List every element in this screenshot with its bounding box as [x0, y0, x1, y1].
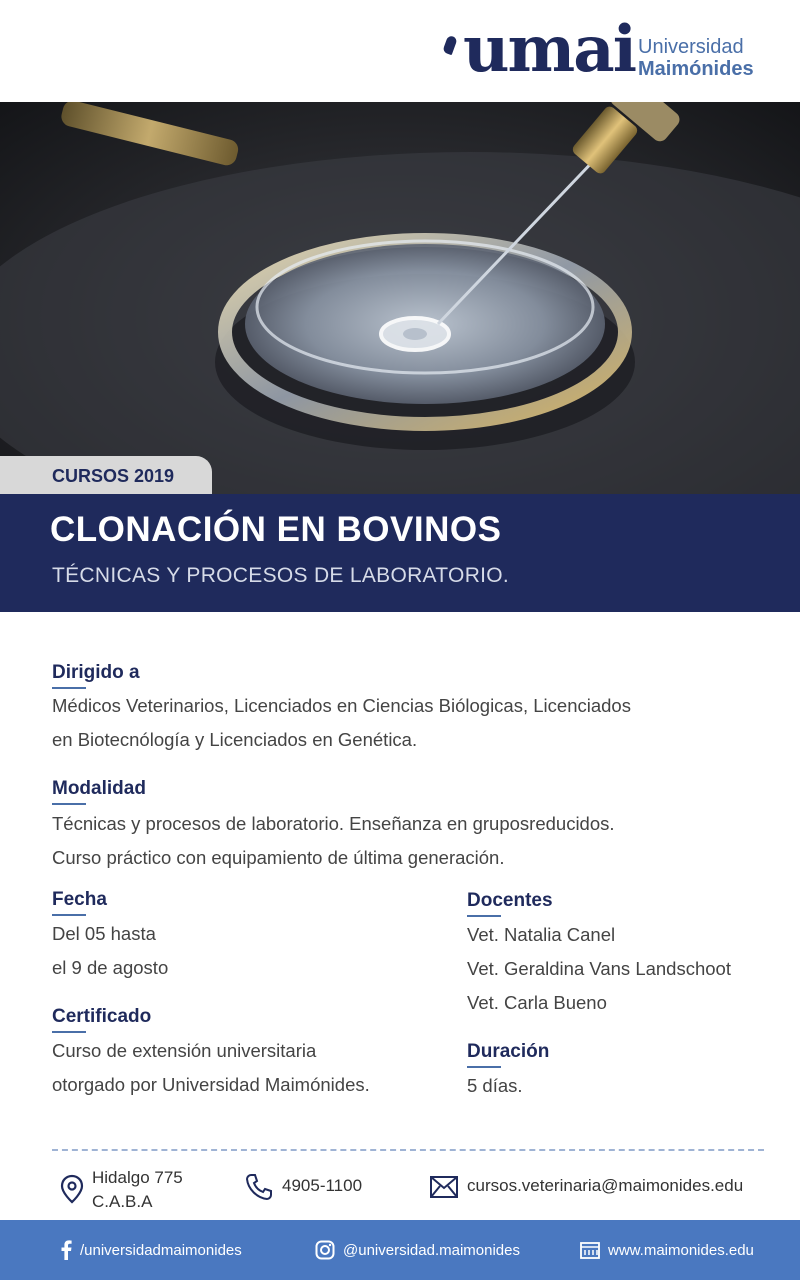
modalidad-heading: Modalidad — [52, 778, 146, 799]
duracion-heading: Duración — [467, 1041, 550, 1062]
title-banner — [0, 494, 800, 612]
email-block[interactable] — [429, 1172, 769, 1204]
dashed-divider — [52, 1149, 764, 1151]
petri-dish-illustration — [0, 102, 800, 494]
social-footer — [0, 1220, 800, 1280]
building-icon — [580, 1241, 600, 1259]
docente-3: Vet. Carla Bueno — [467, 992, 607, 1013]
course-subtitle: TÉCNICAS Y PROCESOS DE LABORATORIO. — [52, 564, 510, 587]
dirigido-line-2: en Biotecnólogía y Licenciados en Genética. — [52, 729, 418, 750]
certificado-line-1: Curso de extensión universitaria — [52, 1040, 317, 1061]
fecha-line-1: Del 05 hasta — [52, 923, 156, 944]
phone-icon — [244, 1172, 274, 1202]
address-line-2: C.A.B.A — [92, 1192, 153, 1211]
phone-block[interactable] — [244, 1172, 384, 1204]
docente-1: Vet. Natalia Canel — [467, 924, 616, 945]
umai-logo[interactable] — [445, 12, 636, 87]
course-title: CLONACIÓN EN BOVINOS — [50, 510, 502, 549]
dirigido-line-1: Médicos Veterinarios, Licenciados en Ciencias Biólogicas, Licenciados — [52, 695, 631, 716]
logo-accent-mark — [442, 35, 458, 55]
instagram-icon — [315, 1240, 335, 1260]
address-block[interactable] — [60, 1168, 240, 1216]
logo-university-name — [638, 36, 754, 80]
fecha-heading: Fecha — [52, 889, 107, 910]
facebook-handle: /universidadmaimonides — [80, 1241, 242, 1259]
logo-line-1: Universidad — [638, 36, 744, 58]
modalidad-line-1: Técnicas y procesos de laboratorio. Enseñanza en gruposreducidos. — [52, 813, 615, 834]
certificado-heading: Certificado — [52, 1006, 152, 1027]
logo-wordmark: umai — [463, 12, 636, 87]
website-url: www.maimonides.edu — [608, 1241, 754, 1259]
badge-label: CURSOS 2019 — [52, 465, 175, 486]
header — [0, 0, 800, 102]
facebook-link[interactable] — [60, 1220, 242, 1280]
docente-2: Vet. Geraldina Vans Landschoot — [467, 958, 731, 979]
courses-year-badge — [0, 456, 212, 496]
instagram-handle: @universidad.maimonides — [343, 1241, 520, 1259]
facebook-icon — [60, 1240, 72, 1260]
website-link[interactable] — [580, 1220, 754, 1280]
hero-photo — [0, 102, 800, 494]
logo-line-2: Maimónides — [638, 58, 754, 80]
envelope-icon — [429, 1175, 459, 1199]
email-address: cursos.veterinaria@maimonides.edu — [467, 1176, 744, 1195]
certificado-line-2: otorgado por Universidad Maimónides. — [52, 1074, 370, 1095]
modalidad-line-2: Curso práctico con equipamiento de última generación. — [52, 847, 505, 868]
fecha-line-2: el 9 de agosto — [52, 957, 169, 978]
phone-number: 4905-1100 — [282, 1176, 363, 1195]
docentes-heading: Docentes — [467, 890, 553, 911]
address-line-1: Hidalgo 775 — [92, 1168, 183, 1187]
location-pin-icon — [60, 1174, 84, 1204]
instagram-link[interactable] — [315, 1220, 520, 1280]
dirigido-heading: Dirigido a — [52, 662, 140, 683]
duracion-value: 5 días. — [467, 1075, 523, 1096]
